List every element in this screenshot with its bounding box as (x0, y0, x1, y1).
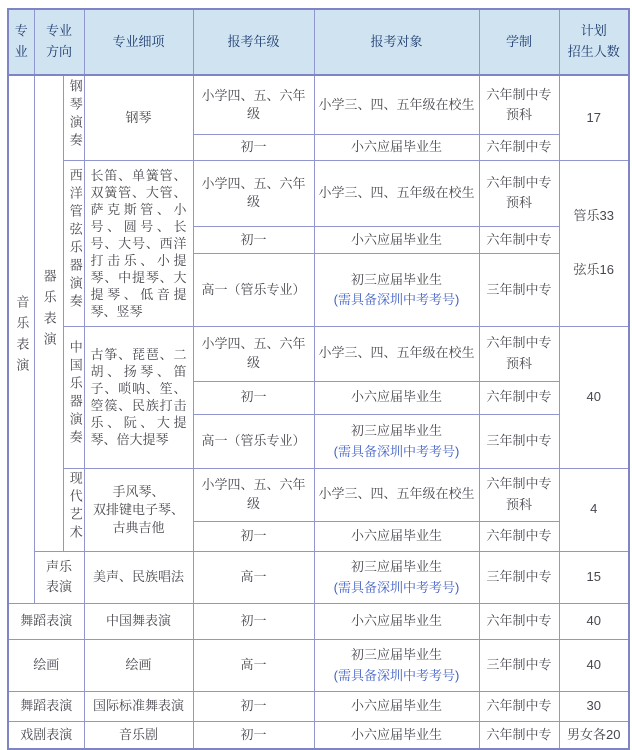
grade-cell: 初一 (193, 721, 314, 749)
target-cell: 初三应届毕业生 (需具备深圳中考考号) (314, 414, 479, 468)
exam-number-note: (需具备深圳中考考号) (333, 443, 460, 459)
exam-number-note: (需具备深圳中考考号) (333, 579, 460, 595)
exam-number-note: (需具备深圳中考考号) (333, 292, 460, 308)
plan-cell: 4 (559, 468, 629, 551)
schooling-cell: 六年制中专 预科 (479, 75, 559, 134)
exam-number-note: (需具备深圳中考考号) (333, 667, 460, 683)
plan-cell: 30 (559, 691, 629, 721)
schooling-cell: 三年制中专 (479, 414, 559, 468)
target-cell: 小六应届毕业生 (314, 603, 479, 639)
detail-chinese-dance: 中国舞表演 (84, 603, 193, 639)
plan-cell: 男女各20 (559, 721, 629, 749)
detail-chinese: 古筝、琵琶、二胡、扬琴、笛子、唢呐、笙、箜篌、民族打击乐、阮、大提琴、倍大提琴 (84, 326, 193, 468)
detail-western: 长笛、单簧管、双簧管、大管、萨克斯管、小号、圆号、长号、大号、西洋打击乐、小提琴、中提琴、大提琴、低音提琴、竖琴 (84, 160, 193, 326)
header-schooling: 学制 (479, 9, 559, 75)
schooling-cell: 六年制中专 (479, 521, 559, 551)
detail-international-dance: 国际标准舞表演 (84, 691, 193, 721)
target-cell: 小六应届毕业生 (314, 721, 479, 749)
grade-cell: 小学四、五、六年级 (193, 326, 314, 381)
target-cell: 小六应届毕业生 (314, 134, 479, 160)
header-detail: 专业细项 (84, 9, 193, 75)
plan-cell: 17 (559, 75, 629, 160)
detail-musical: 音乐剧 (84, 721, 193, 749)
table-row (8, 468, 629, 521)
admission-plan-table (7, 8, 630, 750)
plan-cell: 管乐33 弦乐16 (559, 160, 629, 326)
grade-cell: 初一 (193, 521, 314, 551)
target-cell: 初三应届毕业生 (需具备深圳中考考号) (314, 639, 479, 691)
header-target: 报考对象 (314, 9, 479, 75)
table-row (8, 603, 629, 639)
grade-cell: 高一 (193, 639, 314, 691)
header-grade: 报考年级 (193, 9, 314, 75)
plan-cell: 40 (559, 639, 629, 691)
grade-cell: 初一 (193, 134, 314, 160)
table-row (8, 639, 629, 691)
grade-cell: 小学四、五、六年级 (193, 75, 314, 134)
schooling-cell: 六年制中专 (479, 691, 559, 721)
schooling-cell: 六年制中专 (479, 226, 559, 253)
grade-cell: 高一（管乐专业） (193, 253, 314, 326)
target-cell: 小六应届毕业生 (314, 691, 479, 721)
table-row (8, 551, 629, 603)
table-row (8, 721, 629, 749)
grade-cell: 初一 (193, 603, 314, 639)
grade-cell: 初一 (193, 381, 314, 414)
major-drama: 戏剧表演 (8, 721, 84, 749)
table-row (8, 326, 629, 381)
header-major: 专 业 (8, 9, 34, 75)
target-cell: 小学三、四、五年级在校生 (314, 468, 479, 521)
schooling-cell: 六年制中专 (479, 134, 559, 160)
target-cell: 初三应届毕业生 (需具备深圳中考考号) (314, 253, 479, 326)
detail-piano: 钢琴 (84, 75, 193, 160)
table-body (8, 75, 629, 749)
header-row (8, 9, 629, 75)
header-direction: 专业 方向 (34, 9, 84, 75)
grade-cell: 高一 (193, 551, 314, 603)
plan-cell: 40 (559, 326, 629, 468)
schooling-cell: 三年制中专 (479, 639, 559, 691)
grade-cell: 小学四、五、六年级 (193, 468, 314, 521)
major-dance-international: 舞蹈表演 (8, 691, 84, 721)
detail-painting: 绘画 (84, 639, 193, 691)
schooling-cell: 六年制中专 (479, 721, 559, 749)
target-cell: 小学三、四、五年级在校生 (314, 326, 479, 381)
grade-cell: 小学四、五、六年级 (193, 160, 314, 226)
schooling-cell: 三年制中专 (479, 551, 559, 603)
plan-cell: 15 (559, 551, 629, 603)
target-cell: 小六应届毕业生 (314, 226, 479, 253)
schooling-cell: 六年制中专 预科 (479, 468, 559, 521)
detail-modern: 手风琴、 双排键电子琴、 古典吉他 (84, 468, 193, 551)
subdirection-western-orchestral: 西洋管弦乐器演奏 (63, 160, 84, 326)
detail-vocal: 美声、民族唱法 (84, 551, 193, 603)
target-cell: 初三应届毕业生 (需具备深圳中考考号) (314, 551, 479, 603)
schooling-cell: 六年制中专 预科 (479, 326, 559, 381)
table-row (8, 691, 629, 721)
target-cell: 小学三、四、五年级在校生 (314, 75, 479, 134)
header-plan: 计划 招生人数 (559, 9, 629, 75)
direction-vocal: 声乐 表演 (34, 551, 84, 603)
subdirection-chinese-instruments: 中国乐器演奏 (63, 326, 84, 468)
table-header-row (8, 9, 629, 75)
major-painting: 绘画 (8, 639, 84, 691)
schooling-cell: 三年制中专 (479, 253, 559, 326)
target-cell: 小六应届毕业生 (314, 381, 479, 414)
target-cell: 小学三、四、五年级在校生 (314, 160, 479, 226)
subdirection-modern-art: 现代艺术 (63, 468, 84, 551)
grade-cell: 初一 (193, 226, 314, 253)
table-row (8, 160, 629, 226)
grade-cell: 初一 (193, 691, 314, 721)
schooling-cell: 六年制中专 预科 (479, 160, 559, 226)
major-dance: 舞蹈表演 (8, 603, 84, 639)
target-cell: 小六应届毕业生 (314, 521, 479, 551)
table-row (8, 75, 629, 134)
schooling-cell: 六年制中专 (479, 381, 559, 414)
plan-cell: 40 (559, 603, 629, 639)
major-music-performance: 音乐表演 (8, 75, 34, 603)
schooling-cell: 六年制中专 (479, 603, 559, 639)
subdirection-piano: 钢琴演奏 (63, 75, 84, 160)
direction-instrumental: 器乐表演 (34, 75, 63, 551)
grade-cell: 高一（管乐专业） (193, 414, 314, 468)
